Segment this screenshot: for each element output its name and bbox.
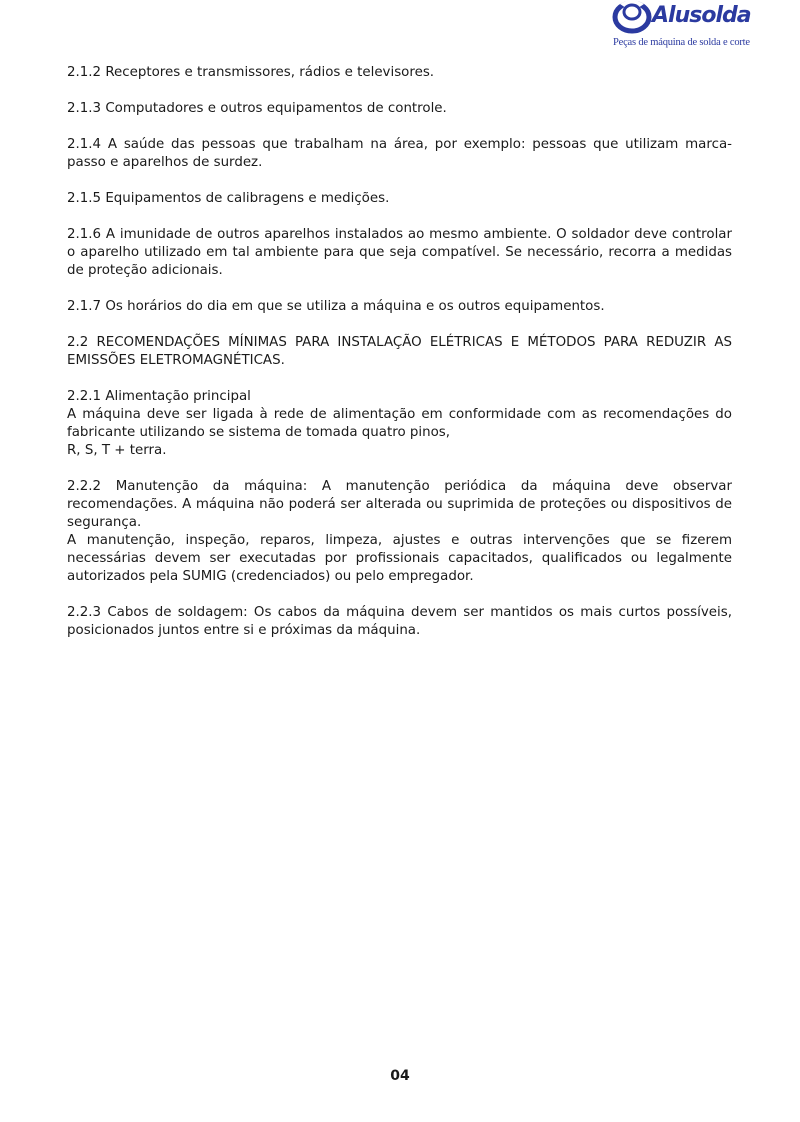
paragraph-2-2-2 — [67, 478, 732, 586]
page-number: 04 — [390, 1068, 410, 1084]
alusolda-logo — [608, 0, 751, 54]
logo-tagline: Peças de máquina de solda e corte — [613, 37, 750, 48]
alusolda-logo-mark-icon — [612, 0, 652, 34]
paragraph-2-1-5: 2.1.5 Equipamentos de calibragens e medições. — [67, 191, 390, 206]
paragraph-2-2-2-part-a: 2.2.2 Manutenção da máquina: A manutenção periódica da máquina deve observar recomendações. A máquina não poderá ser alterada ou suprimida de proteções ou dispositivos de segurança. — [67, 479, 732, 530]
paragraph-2-1-3: 2.1.3 Computadores e outros equipamentos de controle. — [67, 101, 447, 116]
paragraph-2-2-1 — [67, 388, 732, 460]
paragraph-2-1-4: 2.1.4 A saúde das pessoas que trabalham na área, por exemplo: pessoas que utilizam marca-passo e aparelhos de surdez. — [67, 137, 732, 170]
paragraph-2-1-2: 2.1.2 Receptores e transmissores, rádios e televisores. — [67, 65, 435, 80]
paragraph-2-2-1-body: A máquina deve ser ligada à rede de alimentação em conformidade com as recomendações do fabricante utilizando se sistema de tomada quatro pinos, — [67, 407, 732, 440]
paragraph-2-2-1-tail: R, S, T + terra. — [67, 443, 167, 458]
paragraph-2-1-6: 2.1.6 A imunidade de outros aparelhos instalados ao mesmo ambiente. O soldador deve controlar o aparelho utilizado em tal ambiente para que seja compatível. Se necessário, recorra a medidas de proteção adicionais. — [67, 227, 732, 278]
section-heading-2-2: 2.2 RECOMENDAÇÕES MÍNIMAS PARA INSTALAÇÃO ELÉTRICAS E MÉTODOS PARA REDUZIR AS EMISSÕES ELETROMAGNÉTICAS. — [67, 335, 732, 368]
paragraph-2-2-2-part-b: A manutenção, inspeção, reparos, limpeza, ajustes e outras intervenções que se fizerem necessárias devem ser executadas por profissionais capacitados, qualificados ou legalmente autorizados pela SUMIG (credenciados) ou pelo empregador. — [67, 533, 732, 584]
paragraph-2-1-7: 2.1.7 Os horários do dia em que se utiliza a máquina e os outros equipamentos. — [67, 299, 605, 314]
paragraph-2-2-1-title: 2.2.1 Alimentação principal — [67, 389, 251, 404]
document-body — [67, 64, 732, 658]
logo-name: Alusolda — [652, 3, 751, 28]
paragraph-2-2-3: 2.2.3 Cabos de soldagem: Os cabos da máquina devem ser mantidos os mais curtos possíveis, posicionados juntos entre si e próximas da máquina. — [67, 605, 732, 638]
